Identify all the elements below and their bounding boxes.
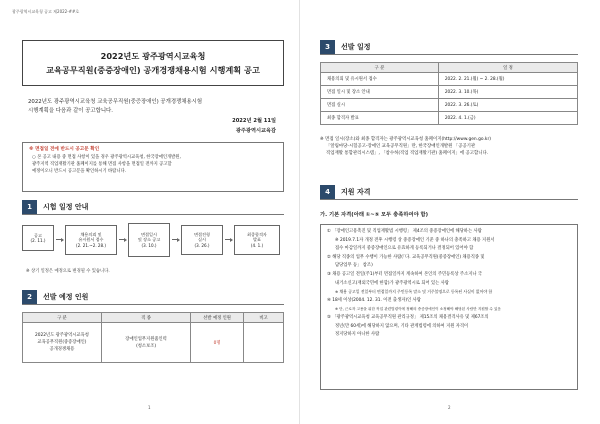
page-number: 2	[448, 405, 451, 410]
section-divider	[320, 54, 578, 55]
table-header: 일 정	[438, 63, 577, 73]
flow-step-text: 면접전형	[194, 231, 210, 237]
intro-line-2: 시행계획을 다음과 같이 공고합니다.	[28, 108, 113, 114]
requirement-item: ⑤ 「광주광역시교육청 교육공무직원 관리규정」 제15조의 채용결격사유 및 제67조의	[327, 314, 489, 320]
requirement-note: 내거소신고(재외국민에 한함)가 광주광역시로 되어 있는 사람	[335, 280, 449, 286]
title-box	[22, 40, 284, 86]
section-number: 1	[22, 200, 37, 214]
table-header: 선발 예정 인원	[191, 313, 244, 323]
requirement-note: 정지당하지 아니한 사람	[335, 332, 380, 338]
table-cell-value: 2022. 2. 21.(월) ~ 2. 28.(월)	[438, 73, 577, 86]
note-line: ※ 면접 일시(장소)와 최종 합격자는 광주광역시교육청 홈페이지(http://www.gen.go.kr)	[320, 137, 491, 142]
table-cell-key: 채용의뢰 및 유시원서 접수	[321, 73, 439, 86]
section-3-header	[320, 40, 371, 54]
cell-text: 2022년도 광주광역시교육청	[35, 333, 89, 338]
flow-step-date: (2. 21.~2. 28.)	[75, 242, 107, 248]
requirement-note: ※ 2019.7.1자 개정 전후 시행령 상 중증장애인 기준 중 하나의 충족하고 채용 지원서	[335, 237, 495, 243]
table-cell-count: 0명	[191, 323, 244, 363]
section-divider	[22, 304, 284, 305]
intro-line-1: 2022년도 광주광역시교육청 교육공무직원(중증장애인) 공개경쟁채용시험	[28, 99, 203, 105]
requirement-item: ① 「장애인고용촉진 및 직업재활법 시행령」 제4조의 중증장애인에 해당하는 사람	[327, 229, 482, 234]
notice-line: 광주지역 직업재활기관 홈페이지를 통해 면접 사항을 면접일 전까지 공고할	[32, 162, 172, 168]
section-title: 선발 일정	[341, 43, 371, 51]
flow-step-text: 유시원서 접수	[78, 237, 104, 243]
section-title: 시험 일정 안내	[43, 203, 89, 211]
section-number: 2	[22, 290, 37, 304]
schedule-table	[320, 62, 578, 125]
intro-text	[28, 98, 283, 116]
notice-box	[22, 142, 284, 192]
title-line-2: 교육공무직원(중증장애인) 공개경쟁채용시험 시행계획 공고	[46, 65, 260, 75]
requirements-box	[320, 224, 578, 390]
cell-text: 교육공무직원(중증장애인)	[37, 340, 87, 345]
flow-step-date: (4. 1.)	[250, 242, 264, 248]
flow-step-text: 발표	[253, 237, 261, 243]
requirement-note: ※ 채용 공고일 전일부터 면접일까지 주민등록 말소 및 거주불명으로 등록된 사실이 없어야 함	[335, 289, 493, 295]
right-page	[300, 0, 600, 424]
table-cell-value: 2022. 3. 26.(토)	[438, 99, 577, 112]
table-header: 구 분	[321, 63, 439, 73]
requirement-note: 접수 마감일까지 중증장애인으로 유효하게 등록되거나 결정되어 있어야 함	[335, 246, 474, 252]
notice-title: ※ 면접일 전에 반드시 공고문 확인	[29, 147, 100, 152]
table-header: 구 분	[23, 313, 102, 323]
flow-step-text: 최종합격자	[247, 231, 267, 237]
section-divider	[320, 199, 578, 200]
flow-step	[22, 225, 54, 251]
announcement-date: 2022년 2월 11일	[232, 118, 276, 124]
recruitment-table	[22, 312, 284, 363]
arrow-right-icon	[56, 239, 62, 240]
cell-text: (청소보조)	[136, 343, 157, 349]
schedule-note: ※ 상기 일정은 예정으로 변경될 수 있습니다.	[26, 269, 110, 274]
flow-step	[65, 225, 117, 255]
flow-step-date: (3. 26.)	[194, 242, 210, 248]
title-line-1: 2022년도 광주광역시교육청	[100, 51, 206, 61]
table-cell-key: 면접 일시 및 장소 안내	[321, 86, 439, 99]
subsection-title: 가. 기본 자격(아래 ①~⑤ 모두 충족하여야 함)	[320, 212, 429, 218]
notice-line: 예정이오니 반드시 공고문을 확인하시기 바랍니다.	[32, 169, 126, 175]
arrow-right-icon	[119, 239, 125, 240]
table-header: 비고	[243, 313, 283, 323]
requirement-item: ③ 채용 공고일 전일(주1)부터 면접일까지 계속하여 본인의 주민등록상 주소지나 국	[327, 271, 483, 277]
section-1-header	[22, 200, 88, 214]
table-cell-remark	[243, 323, 283, 363]
section-divider	[22, 214, 284, 215]
arrow-right-icon	[225, 239, 231, 240]
schedule-flow	[22, 225, 284, 259]
section-2-header	[22, 290, 88, 304]
issuing-organization: 광주광역시교육감	[235, 128, 276, 134]
section-number: 4	[320, 185, 335, 199]
flow-step-date: (2. 11.)	[30, 238, 46, 243]
requirement-item: ② 해당 직종의 업무 수행이 가능한 사람(「다. 교육공무직원(중증장애인) 채용직종 및	[327, 254, 485, 260]
notice-line: ○ 본 공고 내용 중 면접 사항이 있을 경우 광주광역시교육청, 한국장애인개발원,	[32, 155, 181, 160]
flow-step	[234, 225, 280, 255]
section-title: 선발 예정 인원	[43, 293, 89, 301]
table-cell-value: 2022. 3. 10.(목)	[438, 86, 577, 99]
flow-step	[128, 223, 170, 257]
flow-step-date: (3. 10.)	[141, 242, 157, 248]
cell-text: 공개경쟁채용	[49, 347, 75, 352]
flow-step-text: 채용의뢰 및	[80, 231, 102, 237]
note-line: 「알림마당-시험공고-장애인 교육공무직원」란, 한국장애인개발원 「공공기관	[326, 144, 476, 149]
section-number: 3	[320, 40, 335, 54]
arrow-right-icon	[172, 239, 178, 240]
page-number: 1	[148, 405, 151, 410]
section-title: 지원 자격	[341, 188, 371, 196]
section-4-header	[320, 185, 371, 199]
cell-text: 장애인업무지원줌인력	[125, 336, 167, 342]
table-cell-job	[101, 323, 190, 363]
table-cell-value: 2022. 4. 1.(금)	[438, 112, 577, 125]
flow-step-text: 면접일시	[141, 231, 157, 237]
table-header: 직 종	[101, 313, 190, 323]
flow-step-text: 공고	[34, 232, 42, 238]
requirement-note: 담당업무 등」 참조)	[335, 263, 373, 269]
requirement-item: ④ 18세 이상(2004. 12. 31. 이전 출생자)인 사람	[327, 297, 421, 303]
requirement-note: ※ 단, 근로자 고용을 위한 작업 관련법령이에 정해의 중증장애인이 소정해야 해당된 사람만 지원할 수 있음	[335, 307, 501, 312]
table-cell-key: 최종 합격자 발표	[321, 112, 439, 125]
table-cell-category	[23, 323, 102, 363]
flow-step-text: 실시	[198, 237, 206, 243]
table-cell-key: 면접 실시	[321, 99, 439, 112]
note-line: 직업재활 통합관리시스템」, 「참수허(직업 직업재활기관) 홈페이지」에 공고합니다.	[326, 151, 489, 156]
flow-step-text: 및 장소 공고	[137, 237, 161, 243]
document-number: 광주광역시교육청 공고 제2022-##호	[12, 9, 80, 14]
flow-step	[181, 225, 223, 255]
schedule-note	[320, 136, 582, 157]
notice-body	[29, 154, 277, 176]
requirement-note: 정년(만 60세)에 해당하지 않으며, 기타 관계법령에 의하여 지원 자격이	[335, 323, 469, 329]
